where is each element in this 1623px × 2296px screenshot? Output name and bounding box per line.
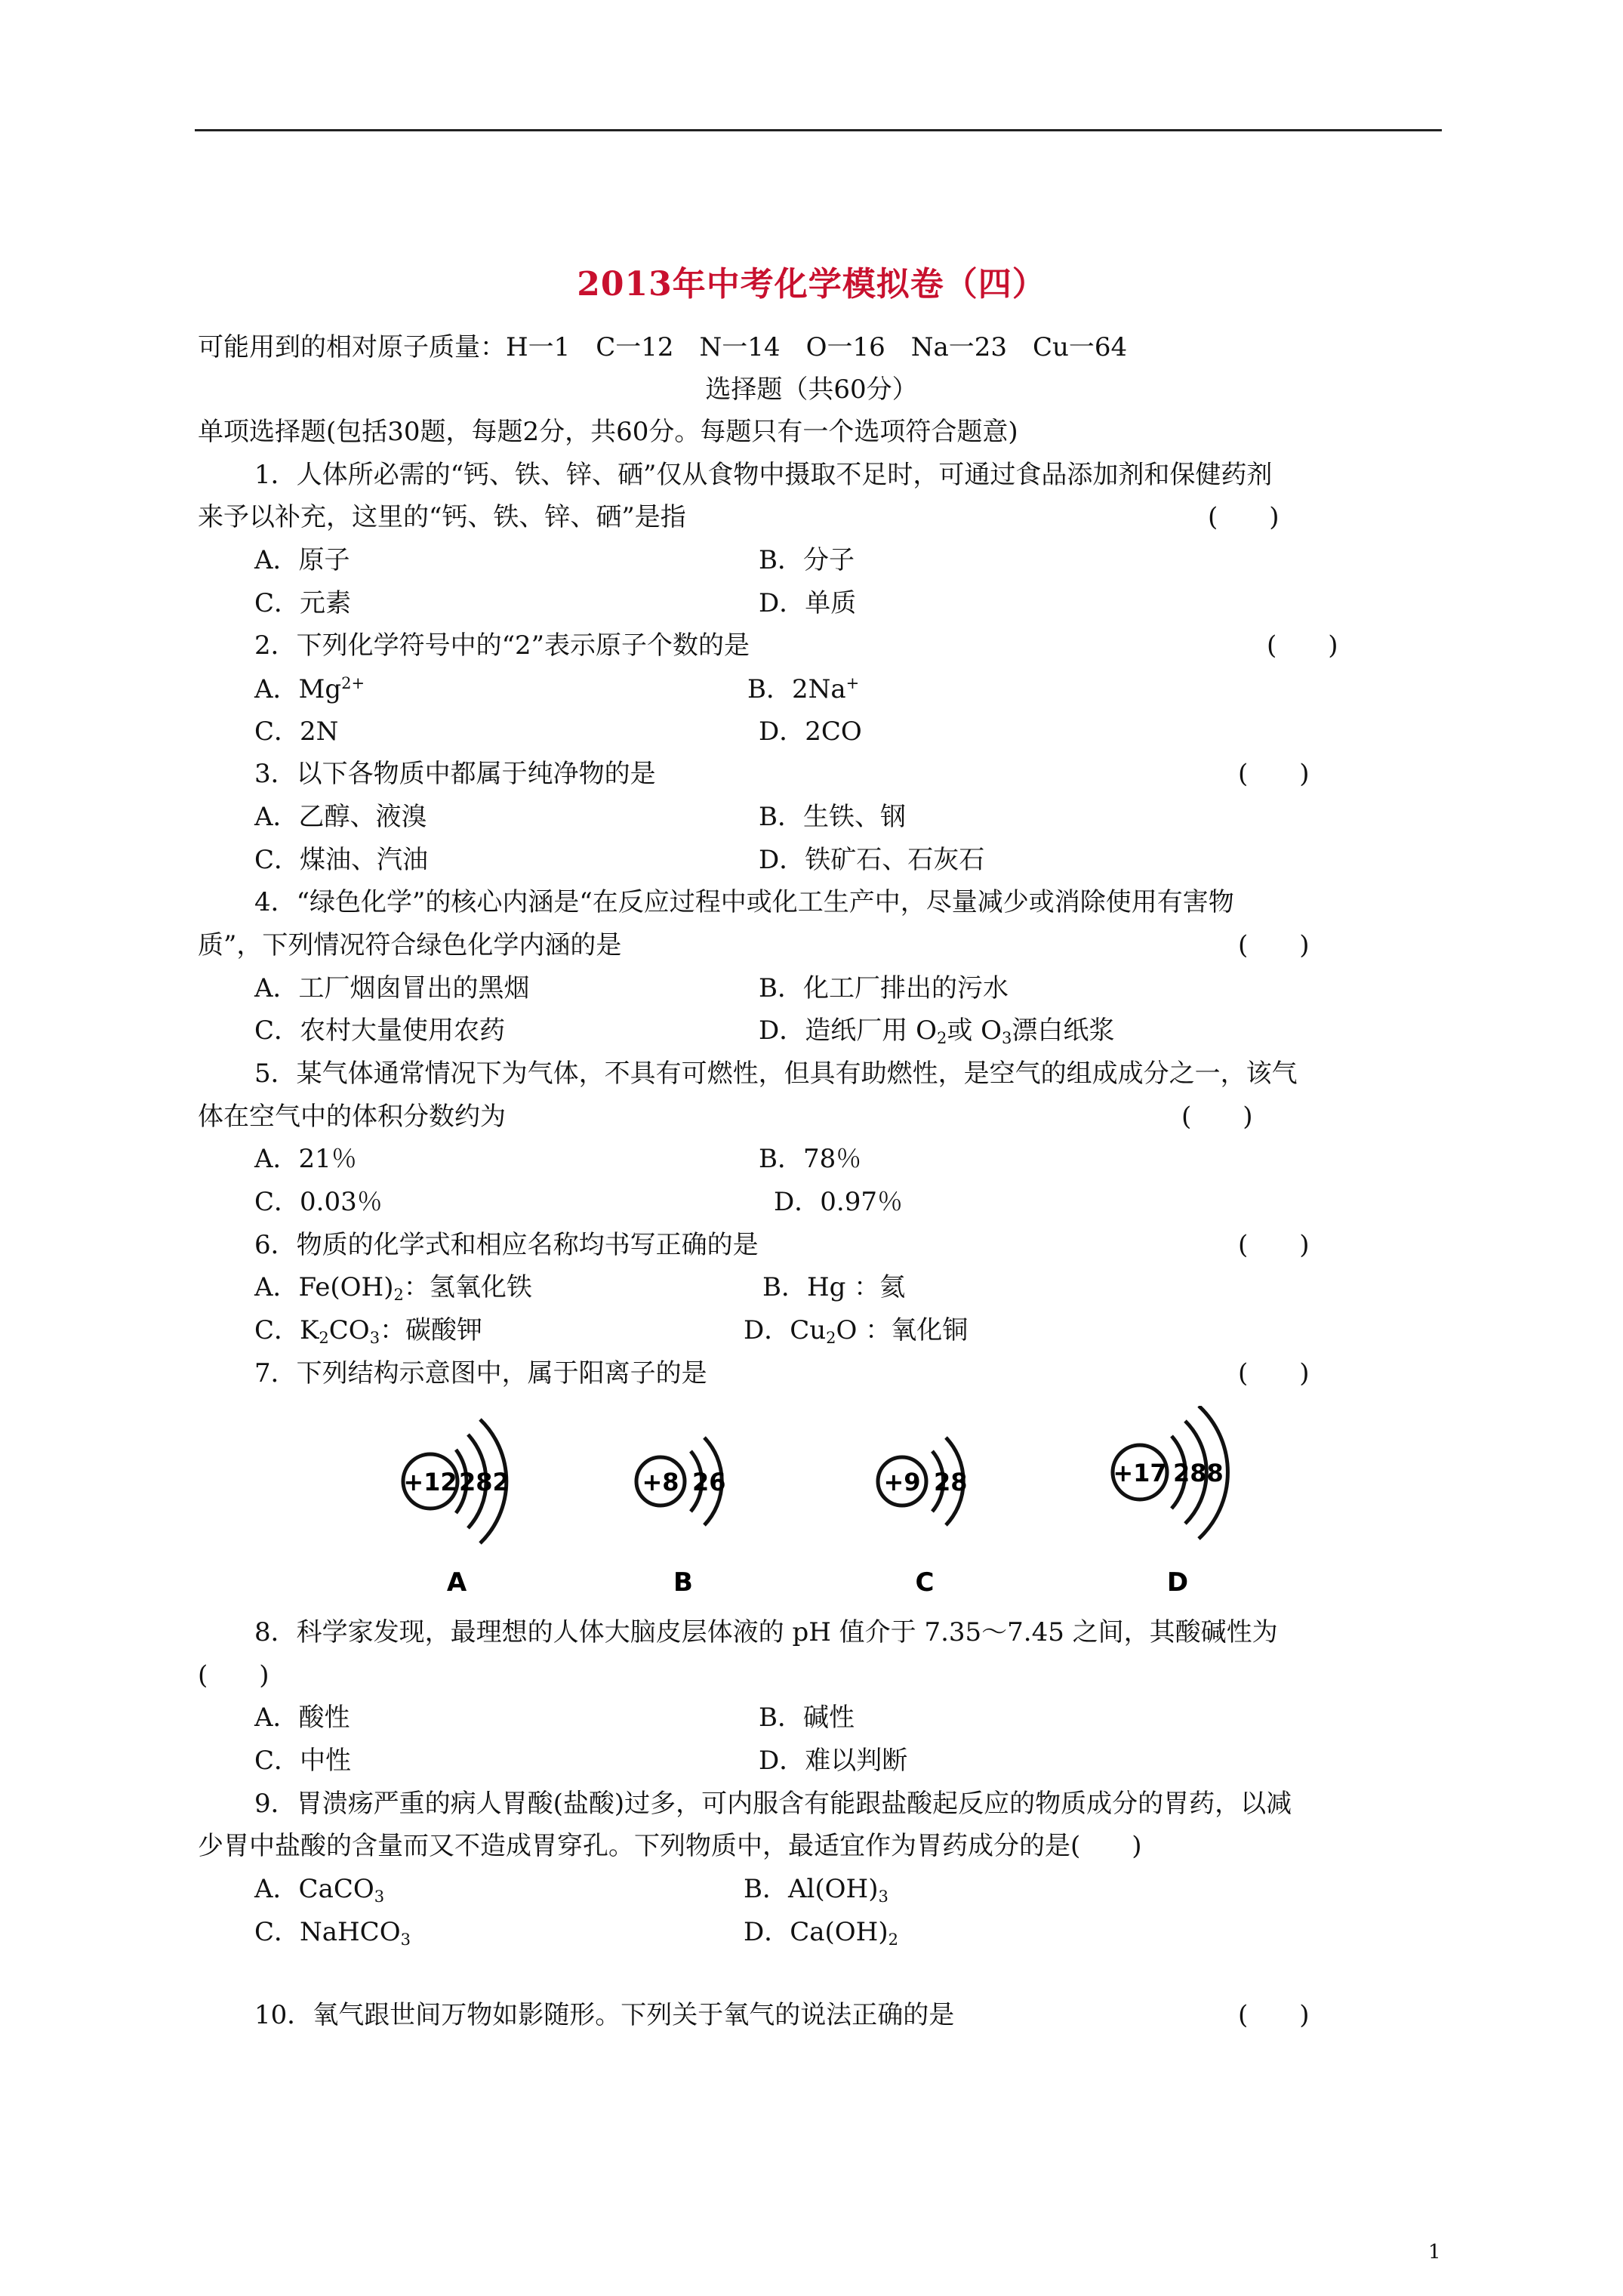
q1-stem-line2: 来予以补充，这里的“钙、铁、锌、硒”是指 [198, 502, 686, 532]
page-title: 2013年中考化学模拟卷（四） [577, 265, 1046, 304]
q3-option-c: C．煤油、汽油 [254, 845, 429, 875]
diagram-label-d: D [1166, 1567, 1189, 1598]
q7-stem: 7．下列结构示意图中，属于阳离子的是 [254, 1358, 707, 1388]
diagram-label-c: C [915, 1567, 935, 1598]
q5-option-b: B．78％ [759, 1144, 862, 1174]
diagram-a [403, 1419, 510, 1598]
q5-option-a: A．21％ [254, 1144, 357, 1174]
diagram-label-b: B [673, 1567, 693, 1598]
q4-stem-line1: 4．“绿色化学”的核心内涵是“在反应过程中或化工生产中，尽量减少或消除使用有害物 [254, 887, 1234, 917]
section-title: 选择题（共60分） [705, 374, 918, 405]
q6-option-c: C．$K_2CO_3$：碳酸钾 [254, 1315, 483, 1347]
q8-answer-blank: ( ) [198, 1660, 269, 1690]
header-rule [195, 129, 1442, 131]
diagram-c [878, 1438, 968, 1598]
atomic-structure-diagrams [377, 1406, 1283, 1610]
q1-option-d: D．单质 [759, 588, 857, 618]
q1-stem-line1: 1．人体所必需的“钙、铁、锌、硒”仅从食物中摄取不足时，可通过食品添加剂和保健药剂 [254, 460, 1273, 490]
instruction: 单项选择题(包括30题，每题2分，共60分。每题只有一个选项符合题意) [198, 417, 1018, 447]
q5-answer-blank: ( ) [1181, 1102, 1253, 1132]
q10-answer-blank: ( ) [1238, 2000, 1310, 2030]
atomic-masses: 可能用到的相对原子质量：H一1 C一12 N一14 O一16 Na一23 Cu一64 [198, 332, 1128, 362]
diagram-b [636, 1438, 726, 1598]
q10-stem: 10．氧气跟世间万物如影随形。下列关于氧气的说法正确的是 [254, 2000, 955, 2030]
q8-option-c: C．中性 [254, 1746, 352, 1776]
q3-option-a: A．乙醇、液溴 [254, 802, 427, 832]
nucleus-charge-d: +17 [1113, 1459, 1167, 1487]
q3-option-d: D．铁矿石、石灰石 [759, 845, 985, 875]
nucleus-charge-b: +8 [642, 1468, 679, 1496]
q5-option-d: D．0.97％ [774, 1187, 903, 1217]
diagram-d [1113, 1406, 1227, 1598]
q6-option-b: B．Hg ：氦 [762, 1272, 906, 1302]
electron-config-b: 26 [692, 1468, 726, 1496]
q2-answer-blank: ( ) [1267, 630, 1338, 661]
nucleus-charge-c: +9 [883, 1468, 921, 1496]
electron-config-d: 288 [1173, 1459, 1224, 1487]
q5-stem-line1: 5．某气体通常情况下为气体，不具有可燃性，但具有助燃性，是空气的组成成分之一，该气 [254, 1059, 1298, 1089]
q4-option-a: A．工厂烟囱冒出的黑烟 [254, 973, 530, 1003]
q3-answer-blank: ( ) [1238, 759, 1310, 789]
q9-option-c: C．NaHCO$_3$ [254, 1917, 411, 1949]
q9-option-b: B．$Al(OH)_3$ [744, 1874, 888, 1906]
q8-stem-line1: 8．科学家发现，最理想的人体大脑皮层体液的 pH 值介于 7.35～7.45 之间，其酸碱性为 [254, 1617, 1278, 1647]
q9-option-d: D．$Ca(OH)_2$ [744, 1917, 898, 1949]
q9-stem-line1: 9．胃溃疡严重的病人胃酸(盐酸)过多，可内服含有能跟盐酸起反应的物质成分的胃药，以减 [254, 1789, 1292, 1819]
q6-option-a: A．$Fe(OH)_2$：氢氧化铁 [254, 1272, 532, 1304]
q4-option-c: C．农村大量使用农药 [254, 1015, 506, 1046]
q5-stem-line2: 体在空气中的体积分数约为 [198, 1102, 506, 1132]
q9-option-a: A．CaCO$_3$ [254, 1874, 385, 1906]
q9-stem-line2: 少胃中盐酸的含量而又不造成胃穿孔。下列物质中，最适宜作为胃药成分的是( ) [198, 1831, 1142, 1861]
q8-option-a: A．酸性 [254, 1703, 350, 1733]
q4-option-b: B．化工厂排出的污水 [759, 973, 1009, 1003]
q8-option-d: D．难以判断 [759, 1746, 908, 1776]
q1-option-a: A．原子 [254, 545, 350, 575]
q1-answer-blank: ( ) [1208, 502, 1280, 532]
q2-option-a: A．$Mg^{2+}$ [254, 674, 365, 704]
q6-option-d: D．$Cu_2O$ ：氧化铜 [744, 1315, 969, 1347]
q6-answer-blank: ( ) [1238, 1230, 1310, 1260]
electron-config-a: 282 [459, 1468, 510, 1496]
q2-stem: 2．下列化学符号中的“2”表示原子个数的是 [254, 630, 750, 661]
q3-option-b: B．生铁、钢 [759, 802, 906, 832]
q5-option-c: C．0.03％ [254, 1187, 383, 1217]
q8-option-b: B．碱性 [759, 1703, 855, 1733]
q4-option-d: D．造纸厂用 $O_2$或 $O_3$漂白纸浆 [759, 1015, 1115, 1047]
q1-option-b: B．分子 [759, 545, 855, 575]
page-number: 1 [1428, 2241, 1441, 2264]
q7-answer-blank: ( ) [1238, 1358, 1310, 1388]
q6-stem: 6．物质的化学式和相应名称均书写正确的是 [254, 1230, 759, 1260]
q2-option-d: D．2CO [759, 717, 862, 747]
q4-stem-line2: 质”，下列情况符合绿色化学内涵的是 [198, 930, 622, 960]
q2-option-b: B．2Na+ [747, 674, 860, 704]
nucleus-charge-a: +12 [403, 1468, 457, 1496]
q3-stem: 3．以下各物质中都属于纯净物的是 [254, 759, 656, 789]
q2-option-c: C．2N [254, 717, 339, 747]
q1-option-c: C．元素 [254, 588, 352, 618]
diagram-label-a: A [446, 1567, 467, 1598]
electron-config-c: 28 [934, 1468, 968, 1496]
q4-answer-blank: ( ) [1238, 930, 1310, 960]
